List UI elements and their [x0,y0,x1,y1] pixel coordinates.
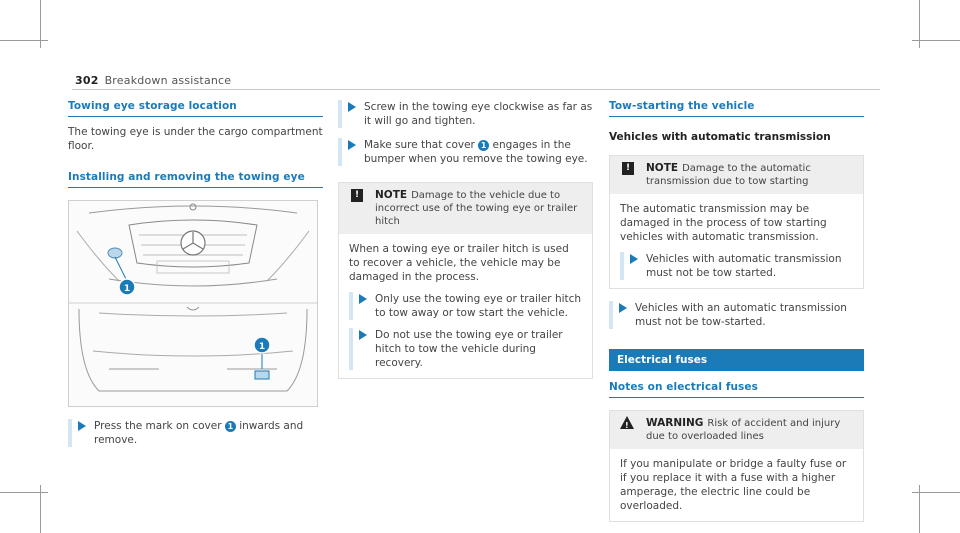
bumper-figure [68,200,318,407]
exclamation-icon: ! [622,162,634,175]
column-3 [609,100,864,522]
step-arrow-icon [619,303,627,313]
note-body: When a towing eye or trailer hitch is used to recover a vehicle, the vehicle may be damaged in the process. Only use the towing eye or trailer hitch to tow away or tow start the vehicle. Do not use the towing eye or trailer hitch to tow the vehicle during recovery. [349,243,582,369]
step-not-tow-started: Vehicles with an automatic transmission must not be tow-started. [609,301,864,329]
note-label: NOTE [375,189,408,201]
column-1 [68,100,323,447]
note-step-1: Only use the towing eye or trailer hitch to tow away or tow start the vehicle. [349,292,582,320]
step-screw-in: Screw in the towing eye clockwise as far as it will go and tighten. [338,100,593,128]
section-title: Breakdown assistance [104,74,232,87]
heading-tow-starting: Tow-starting the vehicle [609,100,864,117]
page-header [75,74,231,87]
step-arrow-icon [78,421,86,431]
exclamation-icon: ! [351,189,363,202]
crop-mark-tl-h [0,40,48,41]
note-title: Damage to the vehicle due to incorrect use of the towing eye or trailer hitch [375,190,578,227]
warning-triangle-icon: ! [620,416,634,429]
step-press-mark: Press the mark on cover 1 inwards and remove. [68,419,323,447]
step-arrow-icon [348,140,356,150]
step-arrow-icon [630,254,638,264]
para-storage: The towing eye is under the cargo compartment floor. [68,126,323,152]
crop-mark-br-h [912,492,960,493]
warning-title: Risk of accident and injury due to overloaded lines [646,418,841,442]
crop-mark-bl-h [0,492,48,493]
bumper-illustration [69,201,317,406]
figure-callout-1: 1 [123,284,131,294]
subheading-automatic-transmission: Vehicles with automatic transmission [609,131,831,143]
note-step: Vehicles with automatic transmission must not be tow started. [620,252,853,280]
step-arrow-icon [359,294,367,304]
cover-number-badge: 1 [225,421,236,432]
page-number: 302 [75,74,99,87]
heading-notes-fuses: Notes on electrical fuses [609,381,864,398]
step-make-sure: Make sure that cover 1 engages in the bumper when you remove the towing eye. [338,138,593,166]
step-arrow-icon [359,330,367,340]
crop-mark-tr-h [912,40,960,41]
warning-label: WARNING [646,417,704,429]
header-divider [72,89,880,90]
note-title: Damage to the automatic transmission due to tow starting [646,163,811,187]
warning-overloaded-lines [609,410,864,522]
note-header [610,156,863,194]
heading-installing-removing: Installing and removing the towing eye [68,171,323,188]
cover-number-badge: 1 [478,140,489,151]
note-damage-transmission [609,155,864,289]
heading-towing-eye-storage: Towing eye storage location [68,100,323,117]
warning-header [610,411,863,449]
note-body: The automatic transmission may be damaged in the process of tow starting vehicles with automatic transmission. Vehicles with automatic transmission must not be tow started. [610,194,863,288]
step-arrow-icon [348,102,356,112]
warning-body: If you manipulate or bridge a faulty fuse or if you replace it with a fuse with a higher amperage, the electric line could be overloaded. [620,458,847,512]
column-2 [338,100,593,379]
note-header [339,183,592,234]
figure-callout-2: 1 [258,342,266,352]
note-damage-towing [338,182,593,379]
section-bar-electrical-fuses: Electrical fuses [609,349,864,371]
note-step-2: Do not use the towing eye or trailer hitch to tow the vehicle during recovery. [349,328,582,370]
note-label: NOTE [646,162,679,174]
